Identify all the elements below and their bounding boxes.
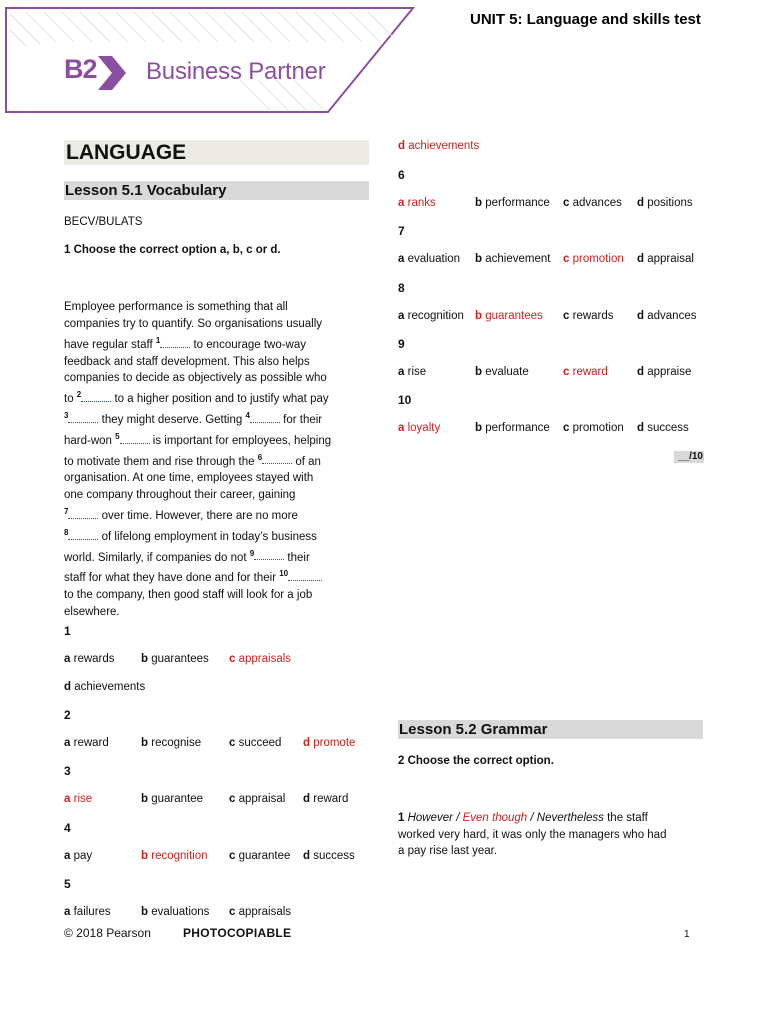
option-letter: c <box>563 366 570 378</box>
vocab-lesson-heading: Lesson 5.1 Vocabulary <box>65 182 227 199</box>
passage-text: staff for what they have done and for their <box>64 572 280 585</box>
answer-gap[interactable] <box>160 347 190 348</box>
option[interactable] <box>398 310 464 322</box>
option[interactable] <box>64 850 92 862</box>
passage-text: is important for employees, helping <box>149 434 332 447</box>
option-letter: b <box>475 422 483 434</box>
passage-text: for their <box>279 413 323 426</box>
option[interactable] <box>637 422 689 434</box>
option[interactable] <box>229 737 281 749</box>
option[interactable] <box>637 310 696 322</box>
option[interactable] <box>563 422 624 434</box>
photocopiable-label: PHOTOCOPIABLE <box>183 926 292 940</box>
option-letter: a <box>64 737 71 749</box>
option-letter: b <box>141 653 149 665</box>
option-letter: d <box>64 681 72 693</box>
option-text: appraisals <box>238 906 292 918</box>
passage-line <box>64 546 369 567</box>
option-letter: b <box>141 737 149 749</box>
option-text: reward <box>73 737 109 749</box>
passage-text: companies try to quantify. So organisations usually <box>64 317 323 330</box>
option[interactable] <box>229 793 285 805</box>
gap-number: 2 <box>76 390 82 400</box>
answer-gap[interactable] <box>262 463 292 464</box>
option-letter: d <box>303 737 311 749</box>
option-text: appraise <box>647 366 692 378</box>
option[interactable] <box>229 906 291 918</box>
option-text: recognition <box>151 850 208 862</box>
logo-name: Business Partner <box>146 58 326 85</box>
passage-text: organisation. At one time, employees stayed with <box>64 472 314 485</box>
gap-number: 5 <box>115 431 120 441</box>
option-text: failures <box>73 906 111 918</box>
option-letter: c <box>229 906 236 918</box>
question-number: 3 <box>64 764 71 778</box>
option-letter: d <box>637 310 645 322</box>
option-letter: c <box>563 253 570 265</box>
answer-gap[interactable] <box>68 518 98 519</box>
option[interactable] <box>64 906 111 918</box>
option[interactable] <box>141 793 203 805</box>
passage-text: their <box>284 551 310 564</box>
question-number: 9 <box>398 337 405 351</box>
passage-text: Employee performance is something that all <box>64 301 288 313</box>
option-letter: a <box>398 253 405 265</box>
option-text: success <box>313 850 355 862</box>
option-correct[interactable] <box>563 253 624 265</box>
answer-gap[interactable] <box>81 401 111 402</box>
option-text: rewards <box>73 653 115 665</box>
option-text: rise <box>407 366 427 378</box>
answer-gap[interactable] <box>250 422 280 423</box>
passage-line <box>64 450 369 471</box>
option-letter: c <box>229 737 236 749</box>
reading-passage <box>64 299 369 621</box>
option-correct[interactable] <box>141 850 208 862</box>
logo-level: B2 <box>64 54 97 84</box>
page-number: 1 <box>684 929 690 940</box>
passage-text: elsewhere. <box>64 605 120 618</box>
option-text: achievements <box>74 681 146 693</box>
option[interactable] <box>475 197 550 209</box>
passage-text: to <box>64 393 77 406</box>
option-letter: c <box>563 197 570 209</box>
passage-line <box>64 387 369 408</box>
passage-line <box>64 566 369 587</box>
option-letter: c <box>229 793 236 805</box>
option-text: appraisals <box>238 653 292 665</box>
passage-text: have regular staff <box>64 338 156 351</box>
gap-number: 1 <box>155 335 161 345</box>
answer-gap[interactable] <box>288 580 322 581</box>
passage-text: hard-won <box>64 434 116 447</box>
option-text: reward <box>572 366 608 378</box>
passage-text: companies to decide as objectively as possible who <box>64 372 327 385</box>
option-text: promotion <box>572 253 624 265</box>
passage-text: one company throughout their career, gaining <box>64 489 296 502</box>
option-text: guarantee <box>238 850 291 862</box>
option[interactable] <box>141 653 209 665</box>
answer-gap[interactable] <box>254 559 284 560</box>
option[interactable] <box>141 906 209 918</box>
option-text: evaluations <box>151 906 210 918</box>
passage-line <box>64 525 369 546</box>
passage-text: they might deserve. Getting <box>98 413 246 426</box>
option-separator: / <box>453 812 463 824</box>
passage-line <box>64 470 369 487</box>
option-separator: / <box>527 812 537 824</box>
option[interactable] <box>563 197 622 209</box>
sentence-text: a pay rise last year. <box>398 845 498 857</box>
grammar-lesson-heading: Lesson 5.2 Grammar <box>399 721 548 738</box>
option[interactable] <box>637 197 693 209</box>
option-letter: b <box>475 197 483 209</box>
option-text[interactable]: However <box>407 812 453 824</box>
option-text: pay <box>73 850 93 862</box>
option-text: ranks <box>407 197 436 209</box>
option-correct[interactable] <box>475 310 543 322</box>
option-letter: b <box>141 906 149 918</box>
passage-line <box>64 299 369 316</box>
option-letter: b <box>141 850 149 862</box>
option-letter: a <box>64 850 71 862</box>
question-number: 5 <box>64 877 71 891</box>
question-number: 2 <box>64 708 71 722</box>
option-text: recognition <box>407 310 464 322</box>
option-letter: c <box>229 850 236 862</box>
option-correct[interactable] <box>398 197 436 209</box>
option-letter: a <box>64 653 71 665</box>
answer-gap[interactable] <box>120 443 150 444</box>
passage-text: to a higher position and to justify what pay <box>111 393 329 406</box>
vocab-instruction: 1 Choose the correct option a, b, c or d. <box>64 244 281 256</box>
option-letter: a <box>398 422 405 434</box>
gap-number: 6 <box>257 452 263 462</box>
option-text: guarantee <box>151 793 204 805</box>
passage-text: to the company, then good staff will look for a job <box>64 589 313 602</box>
option-text: promote <box>313 737 356 749</box>
option[interactable] <box>64 653 115 665</box>
passage-line <box>64 316 369 333</box>
passage-text: of lifelong employment in today’s business <box>98 530 317 543</box>
option[interactable] <box>475 253 550 265</box>
passage-text: world. Similarly, if companies do not <box>64 551 250 564</box>
question-number: 1 <box>398 812 405 824</box>
option-text: appraisal <box>238 793 286 805</box>
option-text: appraisal <box>647 253 694 265</box>
option-text: positions <box>647 197 693 209</box>
option-letter: d <box>303 793 311 805</box>
passage-line <box>64 487 369 504</box>
option[interactable] <box>398 253 460 265</box>
option-text: promotion <box>572 422 624 434</box>
passage-text: of an <box>292 455 321 468</box>
option-letter: b <box>475 310 483 322</box>
option-text: recognise <box>151 737 202 749</box>
option-letter: d <box>637 366 645 378</box>
passage-text: feedback and staff development. This also helps <box>64 355 310 368</box>
option[interactable] <box>64 681 145 693</box>
option-text: advances <box>647 310 697 322</box>
gap-number: 4 <box>245 411 250 421</box>
sentence-text: the staff <box>603 812 648 824</box>
option-letter: b <box>475 366 483 378</box>
option-letter: b <box>475 253 483 265</box>
passage-line <box>64 504 369 525</box>
option-text: evaluation <box>407 253 461 265</box>
option-text: loyalty <box>407 422 441 434</box>
option-text: performance <box>485 197 550 209</box>
option-text: reward <box>313 793 349 805</box>
option[interactable] <box>475 422 550 434</box>
option-letter: a <box>64 793 71 805</box>
grammar-instruction: 2 Choose the correct option. <box>398 755 554 767</box>
answer-gap[interactable] <box>68 539 98 540</box>
copyright: © 2018 Pearson <box>64 926 151 940</box>
option-correct[interactable] <box>563 366 608 378</box>
passage-line <box>64 604 369 621</box>
gap-number: 9 <box>249 548 255 558</box>
gap-number: 8 <box>64 527 69 537</box>
answer-gap[interactable] <box>68 422 98 423</box>
option-letter: a <box>398 310 405 322</box>
option-letter: c <box>229 653 236 665</box>
gap-number: 3 <box>64 411 69 421</box>
option-letter: c <box>563 422 570 434</box>
option-letter: d <box>637 197 645 209</box>
option-correct[interactable] <box>398 422 440 434</box>
gap-number: 7 <box>64 507 69 517</box>
option-correct[interactable] <box>303 737 355 749</box>
option-letter: d <box>637 422 645 434</box>
option-text: achievements <box>408 140 480 152</box>
passage-line <box>64 354 369 371</box>
option-letter: a <box>64 906 71 918</box>
option[interactable] <box>141 737 201 749</box>
passage-line <box>64 333 369 354</box>
option[interactable] <box>475 366 529 378</box>
option-text[interactable]: Nevertheless <box>536 812 604 824</box>
question-number: 1 <box>64 624 71 638</box>
option-letter: d <box>398 140 406 152</box>
option[interactable] <box>303 793 348 805</box>
option-text: rewards <box>572 310 614 322</box>
option-text-correct[interactable]: Even though <box>462 812 528 824</box>
option-text: rise <box>73 793 93 805</box>
option-text: performance <box>485 422 550 434</box>
option[interactable] <box>229 850 290 862</box>
option-letter: d <box>303 850 311 862</box>
question-number: 4 <box>64 821 71 835</box>
option-correct[interactable] <box>64 793 92 805</box>
score-box: __/10 <box>674 451 704 463</box>
passage-line <box>64 587 369 604</box>
passage-line <box>64 408 369 429</box>
gap-number: 10 <box>279 569 289 579</box>
option[interactable] <box>64 737 109 749</box>
option-text: achievement <box>485 253 551 265</box>
option[interactable] <box>637 366 691 378</box>
question-number: 8 <box>398 281 405 295</box>
logo-chevron-icon <box>98 56 126 90</box>
option-correct[interactable] <box>398 140 479 152</box>
question-number: 6 <box>398 168 405 182</box>
exam-tag: BECV/BULATS <box>64 216 143 228</box>
option-letter: a <box>398 366 405 378</box>
option-letter: a <box>398 197 405 209</box>
option-text: success <box>647 422 689 434</box>
option-text: advances <box>572 197 622 209</box>
unit-title: UNIT 5: Language and skills test <box>470 11 701 28</box>
option-letter: d <box>637 253 645 265</box>
option[interactable] <box>303 850 355 862</box>
option-correct[interactable] <box>229 653 291 665</box>
passage-text: over time. However, there are no more <box>98 509 298 522</box>
option-letter: b <box>141 793 149 805</box>
option-text: evaluate <box>485 366 529 378</box>
option-text: succeed <box>238 737 282 749</box>
option[interactable] <box>637 253 694 265</box>
sentence-text: worked very hard, it was only the managers who had <box>398 828 667 841</box>
passage-text: to encourage two-way <box>190 338 306 351</box>
option-text: guarantees <box>151 653 209 665</box>
passage-line <box>64 429 369 450</box>
option-text: guarantees <box>485 310 543 322</box>
option[interactable] <box>563 310 614 322</box>
option-letter: c <box>563 310 570 322</box>
question-number: 10 <box>398 393 412 407</box>
passage-text: to motivate them and rise through the <box>64 455 258 468</box>
passage-line <box>64 370 369 387</box>
grammar-question <box>398 810 708 860</box>
question-number: 7 <box>398 224 405 238</box>
option[interactable] <box>398 366 426 378</box>
section-title: LANGUAGE <box>66 141 187 164</box>
